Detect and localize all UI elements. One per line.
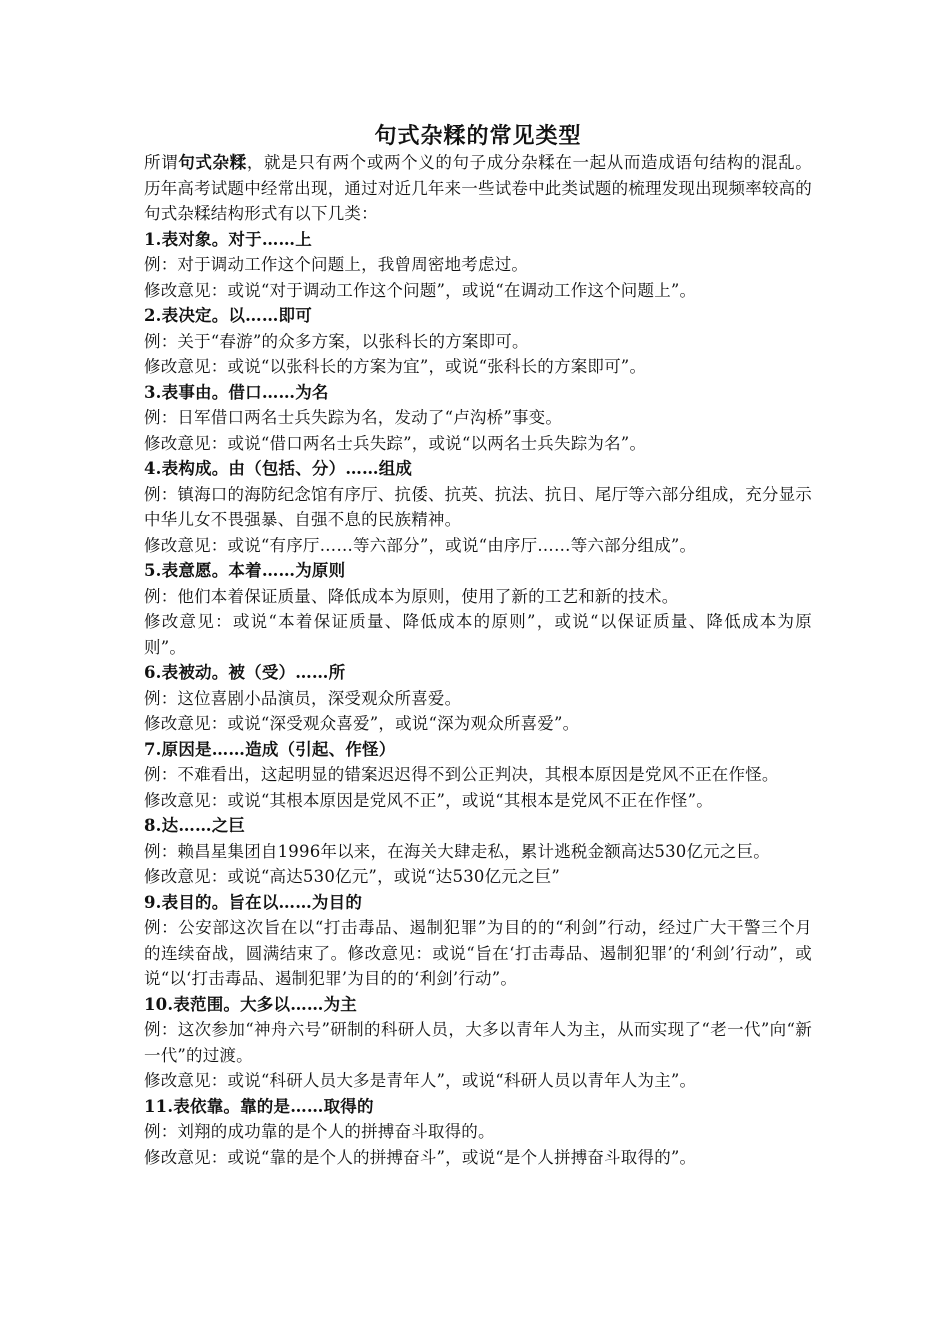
section-heading: 7.原因是……造成（引起、作怪） xyxy=(144,739,396,759)
section-heading: 5.表意愿。本着……为原则 xyxy=(144,561,346,580)
section-3 xyxy=(144,380,812,457)
document-body xyxy=(144,121,812,1170)
section-heading: 8.达……之巨 xyxy=(144,816,246,835)
section-10 xyxy=(144,992,812,1094)
section-6 xyxy=(144,660,812,737)
section-example: 例：刘翔的成功靠的是个人的拼搏奋斗取得的。 xyxy=(144,1122,495,1141)
section-example: 例：这次参加“神舟六号”研制的科研人员，大多以青年人为主，从而实现了“老一代”向“新一代”的过渡。 xyxy=(144,1020,812,1065)
intro-text: ，就是只有两个或两个义的句子成分杂糅在一起从而造成语句结构的混乱。历年高考试题中经常出现，通过对近几年来一些试卷中此类试题的梳理发现出现频率较高的句式杂糅结构形式有以下几类： xyxy=(144,153,812,223)
section-5 xyxy=(144,558,812,660)
section-revision: 修改意见：或说“科研人员大多是青年人”，或说“科研人员以青年人为主”。 xyxy=(144,1071,697,1090)
section-revision: 修改意见：或说“深受观众喜爱”，或说“深为观众所喜爱”。 xyxy=(144,714,580,733)
section-example: 例：这位喜剧小品演员，深受观众所喜爱。 xyxy=(144,688,462,708)
section-example: 例：镇海口的海防纪念馆有序厅、抗倭、抗英、抗法、抗日、尾厅等六部分组成，充分显示中华儿女不畏强暴、自强不息的民族精神。 xyxy=(144,484,812,529)
section-heading: 11.表依靠。靠的是……取得的 xyxy=(144,1096,374,1116)
section-revision: 修改意见：或说“借口两名士兵失踪”，或说“以两名士兵失踪为名”。 xyxy=(144,433,647,453)
section-example: 例：对于调动工作这个问题上，我曾周密地考虑过。 xyxy=(144,255,529,274)
section-9 xyxy=(144,890,812,992)
section-heading: 6.表被动。被（受）……所 xyxy=(144,663,346,682)
section-example: 例：赖昌星集团自1996年以来，在海关大肆走私，累计逃税金额高达530亿元之巨。 xyxy=(144,841,770,861)
section-revision: 修改意见：或说“以张科长的方案为宜”，或说“张科长的方案即可”。 xyxy=(144,357,647,376)
section-revision: 修改意见：或说“本着保证质量、降低成本的原则”，或说“以保证质量、降低成本为原则”。 xyxy=(144,612,812,657)
section-heading: 2.表决定。以……即可 xyxy=(144,306,312,325)
intro-prefix: 所谓 xyxy=(144,153,179,172)
section-heading: 3.表事由。借口……为名 xyxy=(144,382,329,402)
document-title: 句式杂糅的常见类型 xyxy=(374,123,582,149)
section-revision: 修改意见：或说“高达530亿元”，或说“达530亿元之巨” xyxy=(144,867,561,886)
section-revision: 修改意见：或说“对于调动工作这个问题”，或说“在调动工作这个问题上”。 xyxy=(144,280,697,300)
section-2 xyxy=(144,303,812,380)
section-example: 例：不难看出，这起明显的错案迟迟得不到公正判决，其根本原因是党风不正在作怪。 xyxy=(144,765,779,784)
section-example: 例：他们本着保证质量、降低成本为原则，使用了新的工艺和新的技术。 xyxy=(144,586,679,606)
section-heading: 4.表构成。由（包括、分）……组成 xyxy=(144,459,413,478)
section-revision: 修改意见：或说“其根本原因是党风不正”，或说“其根本是党风不正在作怪”。 xyxy=(144,790,713,810)
section-1 xyxy=(144,227,812,304)
section-4 xyxy=(144,456,812,558)
section-heading: 10.表范围。大多以……为主 xyxy=(144,994,358,1014)
section-example: 例：公安部这次旨在以“打击毒品、遏制犯罪”为目的的“利剑”行动，经过广大干警三个月的连续奋战，圆满结束了。修改意见：或说“旨在‘打击毒品、遏制犯罪’的‘利剑’行动”，或说“以‘打击毒品、遏制犯罪’为目的的‘利剑’行动”。 xyxy=(144,918,812,988)
section-example: 例：关于“春游”的众多方案，以张科长的方案即可。 xyxy=(144,331,529,351)
section-8 xyxy=(144,813,812,890)
section-revision: 修改意见：或说“有序厅……等六部分”，或说“由序厅……等六部分组成”。 xyxy=(144,535,697,555)
section-example: 例：日军借口两名士兵失踪为名，发动了“卢沟桥”事变。 xyxy=(144,408,563,427)
intro-paragraph xyxy=(144,150,812,227)
section-11 xyxy=(144,1094,812,1171)
section-heading: 9.表目的。旨在以……为目的 xyxy=(144,892,363,912)
section-7 xyxy=(144,737,812,814)
section-heading: 1.表对象。对于……上 xyxy=(144,229,312,249)
intro-term: 句式杂糅 xyxy=(178,153,247,172)
section-revision: 修改意见：或说“靠的是个人的拼搏奋斗”，或说“是个人拼搏奋斗取得的”。 xyxy=(144,1147,697,1167)
